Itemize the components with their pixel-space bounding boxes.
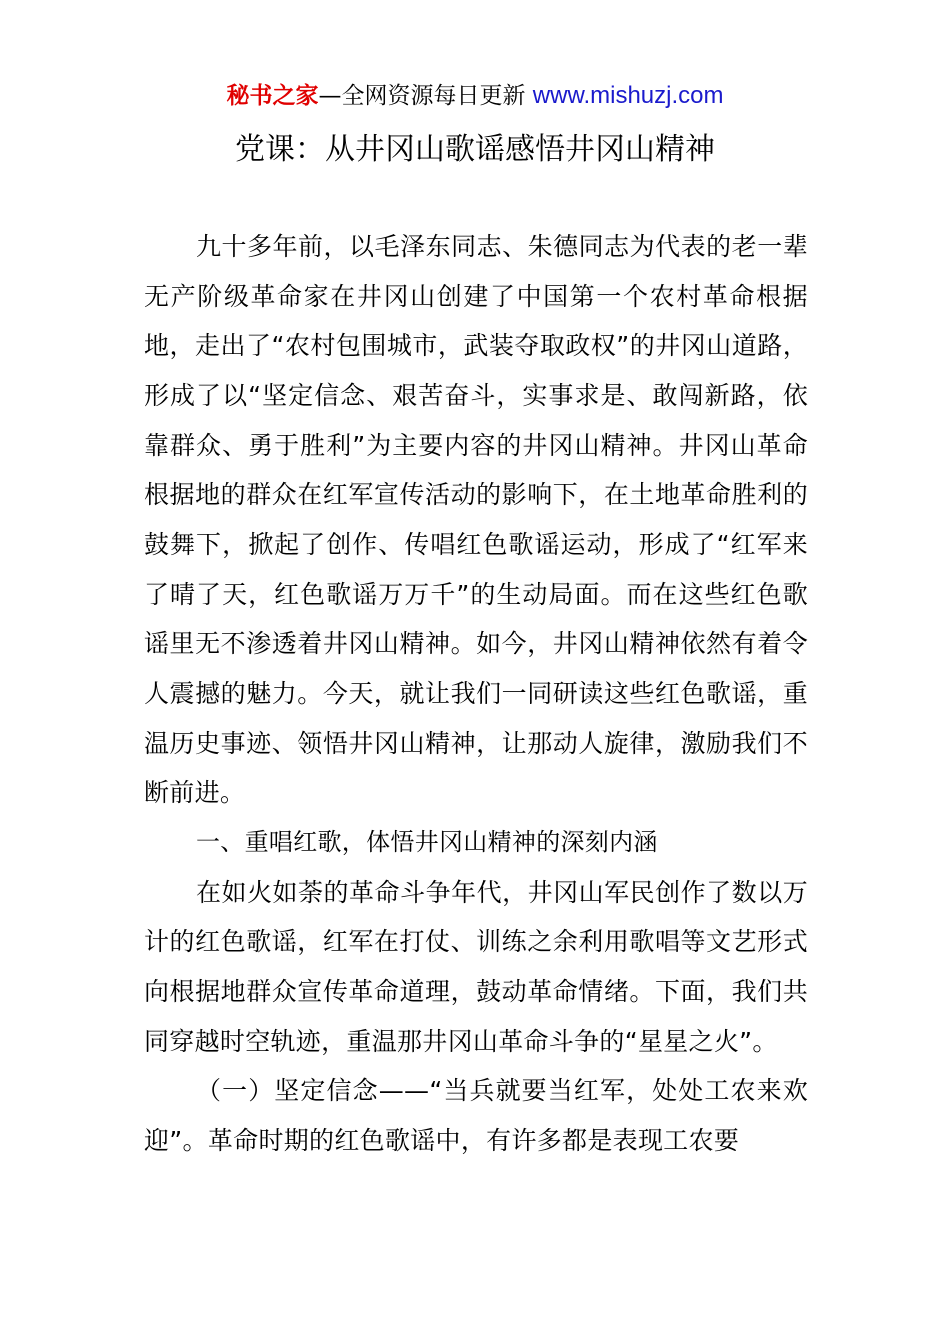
document-title: 党课：从井冈山歌谣感悟井冈山精神 (235, 132, 715, 167)
section-heading-1: 一、重唱红歌，体悟井冈山精神的深刻内涵 (196, 827, 658, 856)
site-header (0, 80, 950, 112)
paragraph-section-1: 在如火如荼的革命斗争年代，井冈山军民创作了数以万计的红色歌谣，红军在打仗、训练之余利用歌唱等文艺形式向根据地群众宣传革命道理，鼓动革命情绪。下面，我们共同穿越时空轨迹，重温那井冈山革命斗争的“星星之火”。 (144, 877, 808, 1056)
site-url-link[interactable]: www.mishuzj.com (532, 82, 724, 109)
document-body (144, 222, 808, 1165)
paragraph-intro: 九十多年前，以毛泽东同志、朱德同志为代表的老一辈无产阶级革命家在井冈山创建了中国第一个农村革命根据地，走出了“农村包围城市，武装夺取政权”的井冈山道路，形成了以“坚定信念、艰苦奋斗，实事求是、敢闯新路，依靠群众、勇于胜利”为主要内容的井冈山精神。井冈山革命根据地的群众在红军宣传活动的影响下，在土地革命胜利的鼓舞下，掀起了创作、传唱红色歌谣运动，形成了“红军来了晴了天，红色歌谣万万千”的生动局面。而在这些红色歌谣里无不渗透着井冈山精神。如今，井冈山精神依然有着令人震撼的魅力。今天，就让我们一同研读这些红色歌谣，重温历史事迹、领悟井冈山精神，让那动人旋律，激励我们不断前进。 (144, 232, 808, 808)
paragraph-subsection-1: （一）坚定信念——“当兵就要当红军，处处工农来欢迎”。革命时期的红色歌谣中，有许多都是表现工农要 (144, 1076, 808, 1155)
site-tagline: —全网资源每日更新 (318, 83, 533, 109)
brand-name: 秘书之家 (226, 83, 319, 109)
